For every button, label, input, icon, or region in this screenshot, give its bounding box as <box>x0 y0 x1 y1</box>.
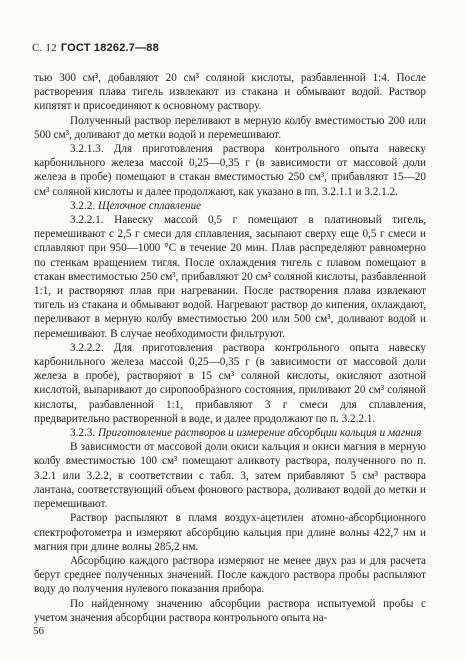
standard-number: ГОСТ 18262.7—88 <box>60 42 159 54</box>
paragraph: Раствор распыляют в пламя воздух-ацетилен атомно-абсорбционного спектрофотометра и измеряют абсорбцию кальция при длине волны 422,7 нм и магния при длине волны 285,2 нм. <box>34 512 426 553</box>
section-heading <box>34 426 426 440</box>
paragraph: В зависимости от массовой доли окиси кальция и окиси магния в мерную колбу вместимостью 100 см³ помещают аликвоту раствора, полученного по п. 3.2.1 или 3.2.2, в соответствии с табл. 3, затем прибавляют 5 см³ раствора лантана, соответствующий объем фонового раствора, доливают водой до метки и перемешивают. <box>34 441 426 511</box>
paragraph: По найденному значению абсорбции раствора испытуемой пробы с учетом значения абсорбции раствора контрольного опыта на- <box>34 597 426 624</box>
section-number: 3.2.3. <box>70 427 96 440</box>
paragraph: Абсорбцию каждого раствора измеряют не менее двух раз и для расчета берут среднее полученных значений. После каждого раствора пробы распыляют воду до получения нулевого показания прибора. <box>34 554 426 596</box>
paragraph: 3.2.2.1. Навеску массой 0,5 г помещают в платиновый тигель, перемешивают с 2,5 г смеси для сплавления, засыпают сверху еще 0,5 г смеси и сплавляют при 950—1000 °С в течение 20 мин. Плав распределяют равномерно по стенкам вращением тигля. После охлаждения тигель с плавом помещают в стакан вместимостью 250 см³, прибавляют 20 см³ соляной кислоты, разбавленной 1:1, и растворяют плав при нагревании. После растворения плава извлекают тигель из стакана и обмывают водой. Нагревают раствор до кипения, охлаждают, переливают в мерную колбу вместимостью 200 или 500 см³, доливают водой и перемешивают. В случае необходимости фильтруют. <box>34 214 426 340</box>
section-title: Щелочное сплавление <box>97 199 202 212</box>
body-text <box>34 71 426 625</box>
running-header <box>32 41 159 55</box>
section-title: Приготовление растворов и измерение абсорбции кальция и магния <box>97 427 422 440</box>
section-number: 3.2.2. <box>70 199 96 212</box>
paragraph: 3.2.1.3. Для приготовления раствора контрольного опыта навеску карбонильного железа массой 0,25—0,35 г (в зависимости от массовой доли железа в пробе) помещают в стакан вместимостью 250 см³, прибавляют 15—20 см³ соляной кислоты и далее продолжают, как указано в пп. 3.2.1.1 и 3.2.1.2. <box>34 143 426 198</box>
page-label: С. 12 <box>32 42 57 54</box>
paragraph: Полученный раствор переливают в мерную колбу вместимостью 200 или 500 см³, доливают до метки водой и перемешивают. <box>34 114 426 141</box>
paragraph: 3.2.2.2. Для приготовления раствора контрольного опыта навеску карбонильного железа массой 0,25—0,35 г (в зависимости от массовой доли железа в пробе), растворяют в 15 см³ соляной кислоты, окисляют азотной кислотой, выпаривают до сиропообразного состояния, приливают 20 см³ соляной кислоты, разбавленной 1:1, прибавляют 3 г смеси для сплавления, предварительно растворенной в воде, и далее продолжают по п. 3.2.2.1. <box>34 341 426 425</box>
page-number: 56 <box>33 625 44 637</box>
section-heading <box>34 199 426 213</box>
paragraph: тью 300 см³, добавляют 20 см³ соляной кислоты, разбавленной 1:4. После растворения плава тигель извлекают из стакана и обмывают водой. Раствор кипятят и присоединяют к основному раствору. <box>34 72 426 113</box>
